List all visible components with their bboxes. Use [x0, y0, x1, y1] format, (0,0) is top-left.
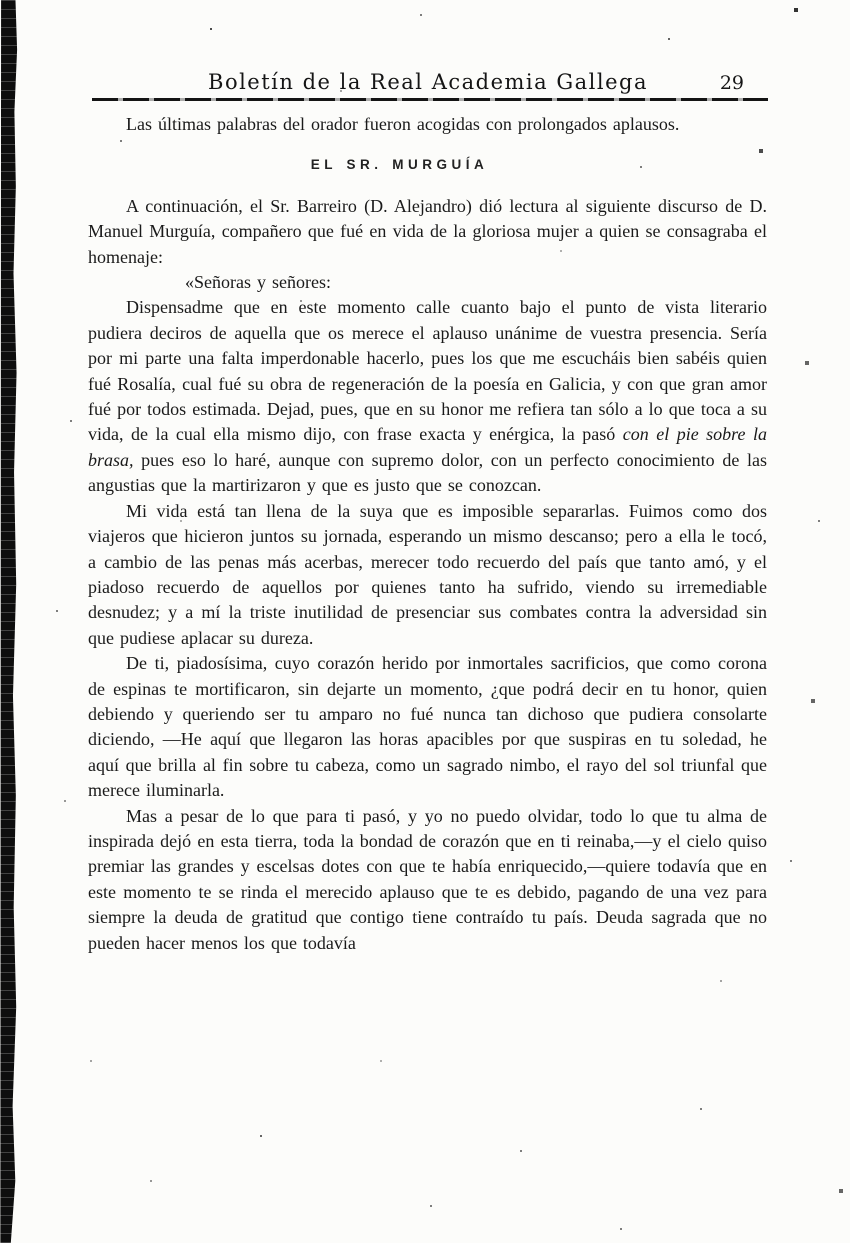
section-heading: EL SR. MURGUÍA [310, 157, 489, 173]
speech-paragraph-1 [88, 295, 767, 498]
speech-p1-text-before: Dispensadme que en este momento calle cuanto bajo el punto de vista literario pudiera deciros de aquella que os merece el aplauso unánime de vuestra presencia. Sería por mi parte una falta imperdonable hacerlo, pues los que me escucháis bien sabéis quien fué Rosalía, cual fué su obra de regeneración de la poesía en Galicia, y con que gran amor fué por todos estimada. Dejad, pues, que en su honor me refiera tan sólo a lo que toca a su vida, de la cual ella mismo dijo, con frase exacta y enérgica, la pasó [88, 297, 767, 445]
lead-paragraph: A continuación, el Sr. Barreiro (D. Alejandro) dió lectura al siguiente discurso de D. Manuel Murguía, compañero que fué en vida de la gloriosa mujer a quien se consagraba el homenaje: [88, 195, 767, 267]
scan-noise [0, 0, 2, 2]
binding-edge [0, 0, 18, 1243]
journal-title: Boletín de la Real Academia Gallega [208, 70, 648, 94]
header-rule [92, 98, 768, 101]
speech-paragraph-3: De ti, piadosísima, cuyo corazón herido por inmortales sacrificios, que como corona de espinas te mortificaron, sin dejarte un momento, ¿que podrá decir en tu honor, quien debiendo y queriendo ser tu amparo no fué nunca tan dichoso que pudiera consolarte diciendo, —He aquí que llegaron las horas apacibles por que suspiras en tu soledad, he aquí que brilla al fin sobre tu cabeza, como un sagrado nimbo, el rayo del sol triunfal que merece iluminarla. [88, 653, 767, 801]
speech-p1-text-after: pues eso lo haré, aunque con supremo dolor, con un perfecto conocimiento de las angustias que la martirizaron y que es justo que se conozcan. [88, 449, 767, 496]
running-header [88, 70, 768, 94]
speech-paragraph-4: Mas a pesar de lo que para ti pasó, y yo no puedo olvidar, todo lo que tu alma de inspirada dejó en esta tierra, toda la bondad de corazón que en ti reinaba,—y el cielo quiso premiar las grandes y escelsas dotes con que te había enriquecido,—quiere todavía que en este momento te se rinda el merecido aplauso que te es debido, pagando de una vez para siempre la deuda de gratitud que contigo tiene contraído tu país. Deuda sagrada que no pueden hacer menos los que todavía [88, 805, 767, 953]
salutation: «Señoras y señores: [185, 272, 331, 293]
speech-p1-italic-phrase: con el pie sobre la brasa, [88, 424, 767, 470]
speech-paragraph-2: Mi vida está tan llena de la suya que es imposible separarlas. Fuimos como dos viajeros que hicieron juntos su jornada, esperando un mismo descanso; pero a ella le tocó, a cambio de las penas más acerbas, merecer todo recuerdo del país que tanto amó, y el piadoso recuerdo de aquellos por quienes tanto ha sufrido, viendo su irremediable desnudez; y a mí la triste inutilidad de presenciar sus combates contra la adversidad sin que pudiese aplacar su dureza. [88, 500, 767, 648]
page-number: 29 [719, 72, 744, 94]
page-body [88, 112, 767, 956]
intro-paragraph: Las últimas palabras del orador fueron acogidas con prolongados aplausos. [126, 114, 680, 134]
